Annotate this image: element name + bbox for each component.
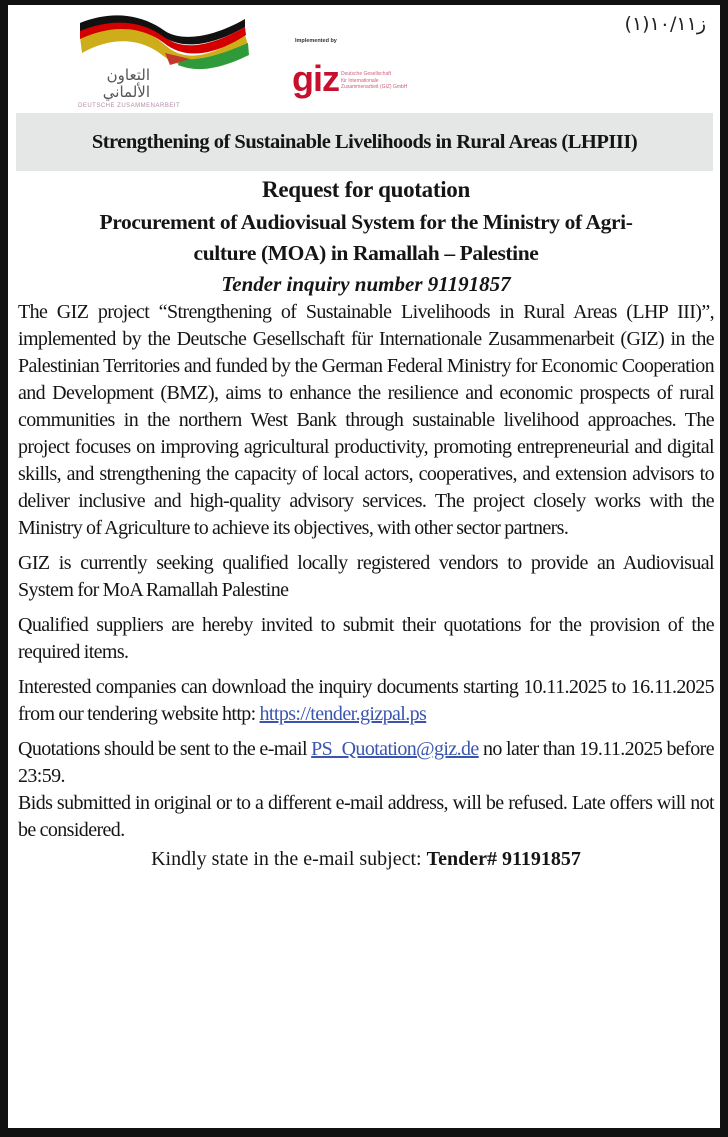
project-title: Strengthening of Sustainable Livelihoods in Rural Areas (LHPIII): [91, 130, 638, 153]
closing-tender-number: Tender# 91191857: [426, 848, 581, 870]
tender-website-link[interactable]: https://tender.gizpal.ps: [259, 703, 427, 725]
procurement-subject-line2: culture (MOA) in Ramallah – Palestine: [193, 241, 539, 265]
quotation-deadline-text: no later than 19.11.2025 before 23:59.: [18, 738, 714, 787]
download-text: Interested companies can download the inquiry documents starting 10.11.2025 to 16.11.2025 from our tendering website http:: [18, 676, 714, 725]
deutsche-zusammenarbeit-logo: [70, 15, 270, 110]
tender-inquiry-number: Tender inquiry number 91191857: [221, 272, 511, 296]
implemented-by-label: Implemented by: [295, 38, 337, 44]
email-subject-instruction: [18, 844, 714, 874]
quotation-email-link[interactable]: PS_Quotation@giz.de: [311, 738, 479, 760]
logo-caption: DEUTSCHE ZUSAMMENARBEIT: [78, 103, 181, 109]
flag-ribbon-icon: [70, 15, 270, 75]
invitation-paragraph: Qualified suppliers are hereby invited to submit their quotations for the provision of the required items.: [18, 614, 714, 663]
quotation-text: Quotations should be sent to the e-mail: [18, 738, 312, 760]
arabic-logo-text: التعاون الألماني: [102, 66, 150, 101]
bids-paragraph: Bids submitted in original or to a different e-mail address, will be refused. Late offers will not be considered.: [18, 792, 714, 841]
download-paragraph: [18, 674, 714, 728]
quotation-paragraph: [18, 736, 714, 790]
notice-heading: Request for quotation: [262, 177, 470, 202]
intro-paragraph: The GIZ project “Strengthening of Sustainable Livelihoods in Rural Areas (LHP III)”, implemented by the Deutsche Gesellschaft für Internationale Zusammenarbeit (GIZ) in the Palestinian Territories and funded by the German Federal Ministry for Economic Cooperation and Development (BMZ), aims to enhance the resilience and economic prospects of rural communities in the northern West Bank through sustainable livelihood approaches. The project focuses on improving agricultural productivity, promoting entrepreneurial and digital skills, and strengthening the capacity of local actors, cooperatives, and extension advisors to deliver inclusive and high-quality advisory services. The project closely works with the Ministry of Agriculture to achieve its objectives, with other sector partners.: [18, 301, 714, 539]
header: [8, 5, 720, 113]
procurement-subject-line1: Procurement of Audiovisual System for the Ministry of Agri-: [99, 210, 633, 234]
reference-number: ز١٠/١١(١): [624, 13, 706, 35]
project-banner: [16, 113, 713, 171]
seeking-paragraph: GIZ is currently seeking qualified locally registered vendors to provide an Audiovisual System for MoA Ramallah Palestine: [18, 552, 714, 601]
closing-text: Kindly state in the e-mail subject:: [151, 848, 427, 870]
giz-logo: giz: [292, 58, 339, 99]
giz-logo-caption: Deutsche Gesellschaft für Internationale Zusammenarbeit (GIZ) GmbH: [341, 71, 408, 90]
notice-body: [18, 173, 714, 874]
